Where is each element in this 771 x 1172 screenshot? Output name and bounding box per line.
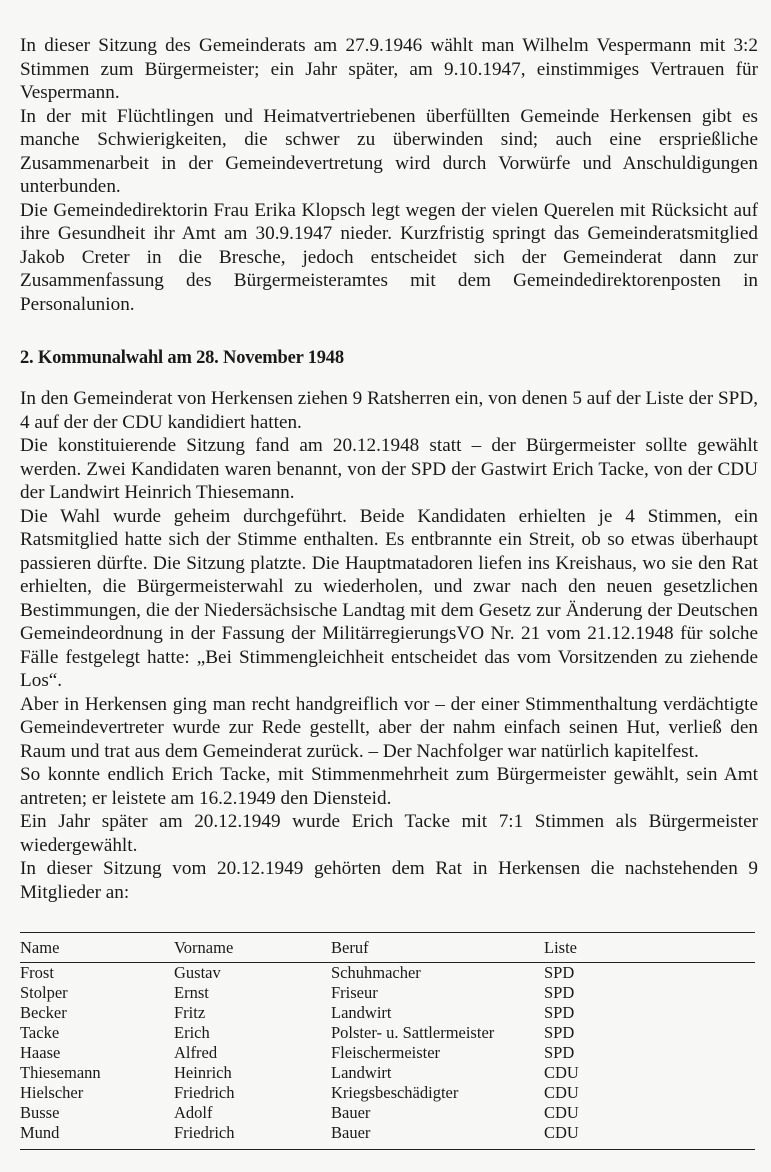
cell-liste: CDU	[544, 1063, 579, 1082]
paragraph: In der mit Flüchtlingen und Heimatvertriebenen überfüllten Gemeinde Herkensen gibt es manche Schwierigkeiten, die schwer zu überwinden sind; auch eine ersprießliche Zusammenarbeit in der Gemeindevertretung wird durch Vorwürfe und Anschuldigungen unterbunden.	[20, 105, 758, 197]
paragraph: So konnte endlich Erich Tacke, mit Stimmenmehrheit zum Bürgermeister gewählt, sein Amt antreten; er leistete am 16.2.1949 den Diensteid.	[20, 764, 758, 809]
paragraph: In den Gemeinderat von Herkensen ziehen 9 Ratsherren ein, von denen 5 auf der Liste der SPD, 4 auf der der CDU kandidiert hatten.	[20, 388, 758, 433]
cell-beruf: Friseur	[331, 983, 378, 1002]
table-row	[20, 963, 755, 983]
cell-vorname: Heinrich	[174, 1063, 232, 1082]
cell-liste: CDU	[544, 1083, 579, 1102]
paragraph: Die konstituierende Sitzung fand am 20.12.1948 statt – der Bürgermeister sollte gewählt werden. Zwei Kandidaten waren benannt, von der SPD der Gastwirt Erich Tacke, von der CDU der Landwirt Heinrich Thiesemann.	[20, 435, 758, 503]
table-header-row	[20, 933, 755, 963]
cell-beruf: Landwirt	[331, 1003, 392, 1022]
cell-vorname: Friedrich	[174, 1083, 235, 1102]
cell-beruf: Bauer	[331, 1123, 371, 1142]
cell-name: Busse	[20, 1103, 60, 1122]
cell-liste: SPD	[544, 1023, 575, 1042]
cell-beruf: Landwirt	[331, 1063, 392, 1082]
table-bottom-rule	[20, 1149, 755, 1150]
paragraph: Ein Jahr später am 20.12.1949 wurde Erich Tacke mit 7:1 Stimmen als Bürgermeister wiedergewählt.	[20, 811, 758, 856]
cell-vorname: Erich	[174, 1023, 210, 1042]
paragraph: In dieser Sitzung des Gemeinderats am 27.9.1946 wählt man Wilhelm Vespermann mit 3:2 Stimmen zum Bürgermeister; ein Jahr später, am 9.10.1947, einstimmiges Vertrauen für Vespermann.	[20, 35, 758, 103]
cell-liste: SPD	[544, 983, 575, 1002]
intro-text	[20, 34, 758, 316]
table-row	[20, 1123, 755, 1149]
cell-vorname: Alfred	[174, 1043, 218, 1062]
cell-beruf: Schuhmacher	[331, 963, 421, 982]
paragraph: Die Gemeindedirektorin Frau Erika Klopsch legt wegen der vielen Querelen mit Rücksicht auf ihre Gesundheit ihr Amt am 30.9.1947 nieder. Kurzfristig springt das Gemeinderatsmitglied Jakob Creter in die Bresche, jedoch entscheidet sich der Gemeinderat dann zur Zusammenfassung des Bürgermeisteramtes mit dem Gemeindedirektorenposten in Personalunion.	[20, 199, 758, 315]
cell-beruf: Bauer	[331, 1103, 371, 1122]
column-header-beruf: Beruf	[331, 937, 369, 957]
column-header-vorname: Vorname	[174, 937, 234, 957]
cell-name: Hielscher	[20, 1083, 84, 1102]
column-header-liste: Liste	[544, 937, 577, 957]
table-row	[20, 1003, 755, 1023]
cell-vorname: Fritz	[174, 1003, 206, 1022]
table-row	[20, 1043, 755, 1063]
cell-liste: SPD	[544, 963, 575, 982]
paragraph: In dieser Sitzung vom 20.12.1949 gehörten dem Rat in Herkensen die nachstehenden 9 Mitglieder an:	[20, 858, 758, 903]
table-row	[20, 1063, 755, 1083]
table-row	[20, 1023, 755, 1043]
cell-name: Stolper	[20, 983, 68, 1002]
cell-name: Haase	[20, 1043, 61, 1062]
cell-vorname: Adolf	[174, 1103, 213, 1122]
cell-beruf: Polster- u. Sattlermeister	[331, 1023, 495, 1042]
table-row	[20, 1103, 755, 1123]
paragraph: Die Wahl wurde geheim durchgeführt. Beide Kandidaten erhielten je 4 Stimmen, ein Ratsmitglied hatte sich der Stimme enthalten. Es entbrannte ein Streit, ob so etwas überhaupt passieren dürfte. Die Sitzung platzte. Die Hauptmatadoren liefen ins Kreishaus, wo sie den Rat erhielten, die Bürgermeisterwahl zu wiederholen, und zwar nach den neuen gesetzlichen Bestimmungen, die der Niedersächsische Landtag mit dem Gesetz zur Änderung der Deutschen Gemeindeordnung in der Fassung der MilitärregierungsVO Nr. 21 vom 21.12.1948 für solche Fälle festgelegt hatte: „Bei Stimmengleichheit entscheidet das vom Vorsitzenden zu ziehende Los“.	[20, 505, 758, 691]
cell-liste: SPD	[544, 1003, 575, 1022]
cell-vorname: Friedrich	[174, 1123, 235, 1142]
table-row	[20, 983, 755, 1003]
cell-name: Thiesemann	[20, 1063, 101, 1082]
cell-name: Mund	[20, 1123, 60, 1142]
cell-beruf: Fleischermeister	[331, 1043, 441, 1062]
table-row	[20, 1083, 755, 1103]
cell-name: Becker	[20, 1003, 67, 1022]
paragraph: Aber in Herkensen ging man recht handgreiflich vor – der einer Stimmenthaltung verdächtigte Gemeindevertreter wurde zur Rede gestellt, aber der nahm einfach seinen Hut, verließ den Raum und trat aus dem Gemeinderat zurück. – Der Nachfolger war natürlich kapitelfest.	[20, 693, 758, 762]
cell-vorname: Ernst	[174, 983, 209, 1002]
column-header-name: Name	[20, 937, 60, 957]
section-text	[20, 387, 758, 904]
cell-liste: SPD	[544, 1043, 575, 1062]
section-heading: 2. Kommunalwahl am 28. November 1948	[20, 348, 344, 368]
council-members-table	[20, 932, 755, 1150]
cell-liste: CDU	[544, 1123, 579, 1142]
cell-beruf: Kriegsbeschädigter	[331, 1083, 459, 1102]
cell-name: Tacke	[20, 1023, 60, 1042]
cell-liste: CDU	[544, 1103, 579, 1122]
cell-name: Frost	[20, 963, 54, 982]
cell-vorname: Gustav	[174, 963, 221, 982]
